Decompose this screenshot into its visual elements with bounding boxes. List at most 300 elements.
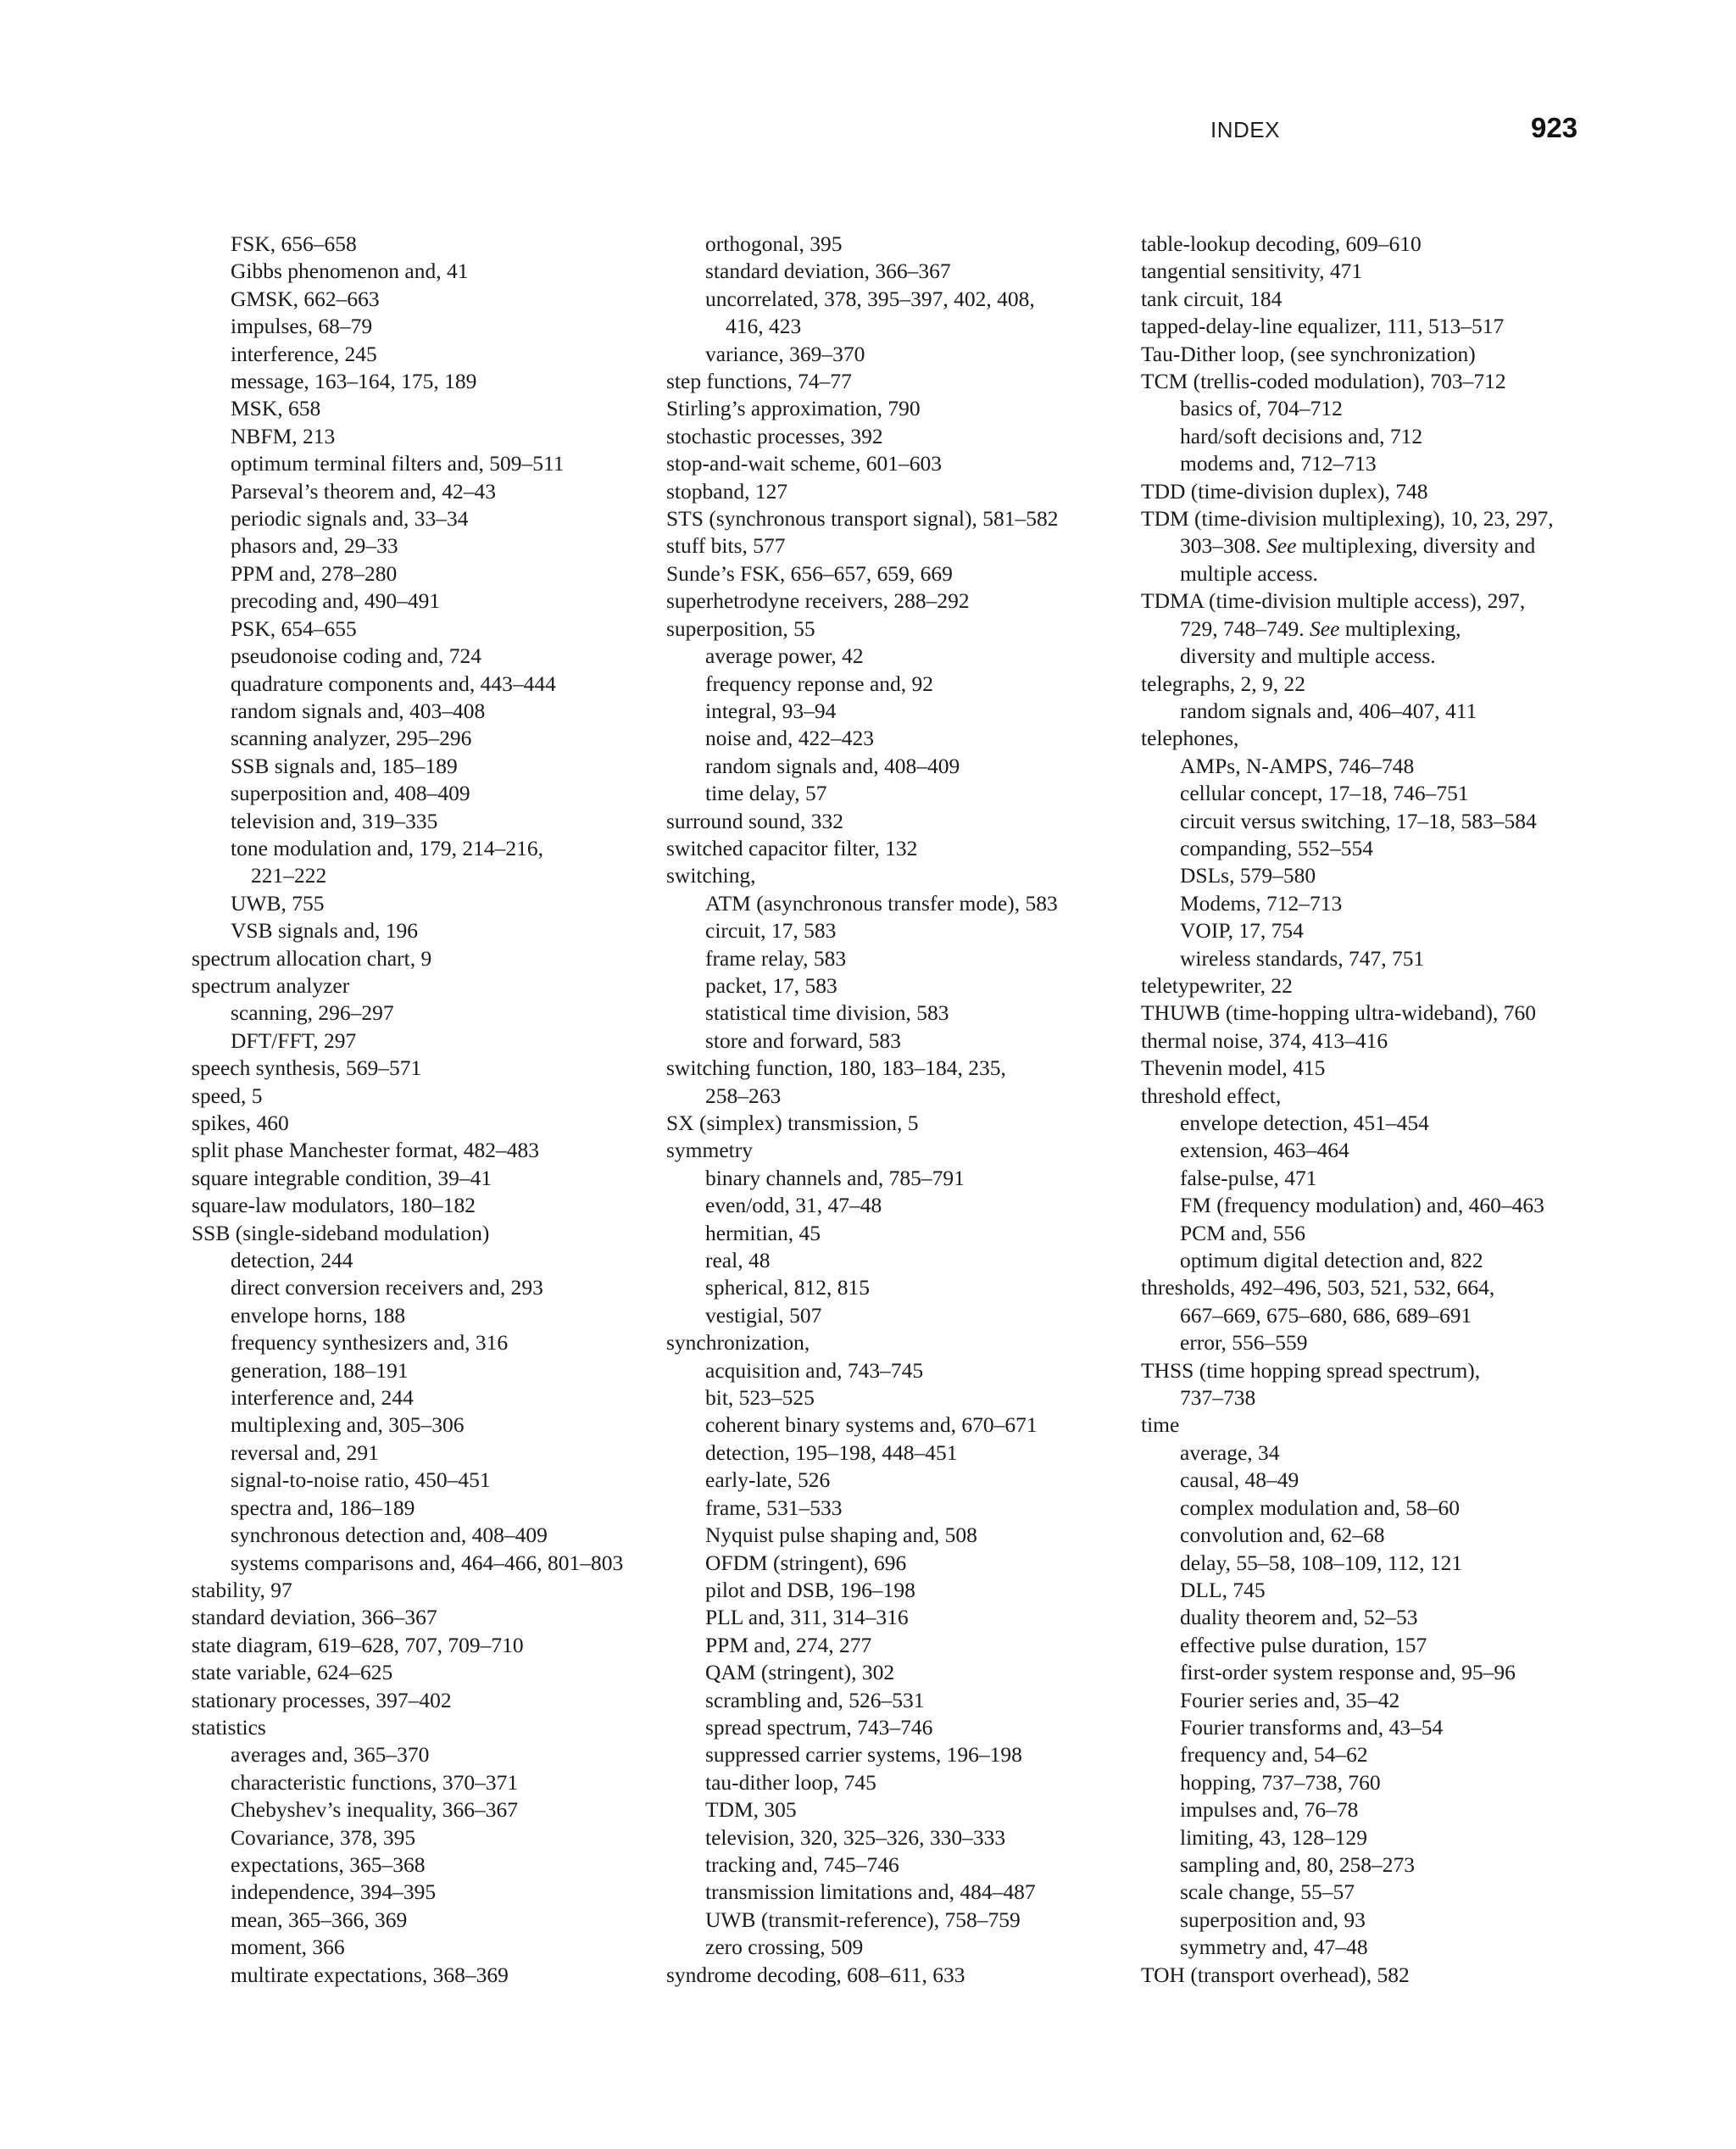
index-subentry bbox=[1141, 1220, 1616, 1247]
index-entry-line: frequency and, 54–62 bbox=[1180, 1742, 1368, 1768]
index-entry-continuation: 303–308. See multiplexing, diversity and bbox=[1180, 533, 1536, 559]
index-entry bbox=[1141, 505, 1616, 587]
index-entry-line: statistics bbox=[192, 1714, 266, 1740]
index-entry-line: STS (synchronous transport signal), 581–582 bbox=[666, 506, 1059, 532]
index-entry-line: switching function, 180, 183–184, 235, bbox=[666, 1055, 1006, 1081]
index-entry-line: orthogonal, 395 bbox=[705, 231, 843, 256]
index-entry-line: statistical time division, 583 bbox=[705, 1000, 949, 1026]
index-subentry bbox=[666, 1411, 1124, 1439]
index-subentry bbox=[1141, 395, 1616, 422]
index-entry-line: SSB signals and, 185–189 bbox=[231, 753, 458, 778]
index-subentry bbox=[192, 1467, 649, 1494]
index-subentry bbox=[1141, 780, 1616, 807]
index-entry bbox=[666, 1055, 1124, 1110]
index-subentry bbox=[1141, 1329, 1616, 1356]
index-entry-line: tangential sensitivity, 471 bbox=[1141, 259, 1363, 284]
index-entry-line: scanning analyzer, 295–296 bbox=[231, 726, 472, 751]
index-entry-line: spread spectrum, 743–746 bbox=[705, 1714, 933, 1740]
index-entry bbox=[666, 808, 1124, 835]
index-entry-continuation: 416, 423 bbox=[726, 314, 802, 339]
index-entry bbox=[1141, 1274, 1616, 1329]
index-subentry bbox=[666, 341, 1124, 368]
index-subentry bbox=[666, 1769, 1124, 1796]
index-subentry bbox=[1141, 862, 1616, 889]
index-entry-line: moment, 366 bbox=[231, 1935, 345, 1960]
index-entry bbox=[666, 1110, 1124, 1137]
index-entry-line: time bbox=[1141, 1412, 1180, 1438]
index-subentry bbox=[192, 753, 649, 780]
index-entry-line: multirate expectations, 368–369 bbox=[231, 1962, 509, 1987]
index-entry-line: variance, 369–370 bbox=[705, 341, 865, 366]
index-entry-line: optimum terminal filters and, 509–511 bbox=[231, 451, 565, 476]
index-subentry bbox=[666, 1824, 1124, 1851]
index-subentry bbox=[1141, 1577, 1616, 1604]
index-entry-line: telegraphs, 2, 9, 22 bbox=[1141, 671, 1306, 696]
index-subentry bbox=[666, 1604, 1124, 1631]
index-entry-line: basics of, 704–712 bbox=[1180, 396, 1343, 421]
index-entry-line: FSK, 656–658 bbox=[231, 231, 357, 256]
index-entry-line: error, 556–559 bbox=[1180, 1330, 1308, 1356]
index-entry-line: thresholds, 492–496, 503, 521, 532, 664, bbox=[1141, 1275, 1495, 1300]
index-entry-line: DFT/FFT, 297 bbox=[231, 1027, 357, 1053]
index-entry-line: threshold effect, bbox=[1141, 1083, 1282, 1108]
index-subentry bbox=[192, 286, 649, 313]
page-header bbox=[0, 112, 1736, 154]
index-entry-line: sampling and, 80, 258–273 bbox=[1180, 1851, 1415, 1877]
index-entry-line: TDM (time-division multiplexing), 10, 23, 297, bbox=[1141, 506, 1554, 532]
index-entry-line: Fourier transforms and, 43–54 bbox=[1180, 1714, 1444, 1740]
index-entry-line: PPM and, 274, 277 bbox=[705, 1632, 872, 1657]
index-subentry bbox=[1141, 890, 1616, 917]
index-subentry bbox=[192, 313, 649, 340]
index-subentry bbox=[192, 1741, 649, 1768]
index-entry-line: zero crossing, 509 bbox=[705, 1935, 864, 1960]
index-subentry bbox=[192, 999, 649, 1027]
index-column-right bbox=[1141, 231, 1616, 1989]
index-subentry bbox=[666, 643, 1124, 670]
index-subentry bbox=[192, 780, 649, 807]
index-entry-line: duality theorem and, 52–53 bbox=[1180, 1605, 1418, 1630]
index-subentry bbox=[192, 1247, 649, 1274]
index-entry bbox=[666, 1137, 1124, 1164]
index-subentry bbox=[192, 835, 649, 890]
index-entry-line: TDMA (time-division multiple access), 297, bbox=[1141, 588, 1526, 614]
index-entry-line: Chebyshev’s inequality, 366–367 bbox=[231, 1797, 519, 1823]
index-subentry bbox=[666, 1274, 1124, 1301]
index-entry-line: teletypewriter, 22 bbox=[1141, 972, 1293, 998]
index-subentry bbox=[666, 698, 1124, 725]
index-subentry bbox=[666, 1522, 1124, 1549]
index-entry bbox=[1141, 725, 1616, 752]
index-entry-line: interference and, 244 bbox=[231, 1385, 414, 1411]
index-entry-line: causal, 48–49 bbox=[1180, 1467, 1299, 1493]
index-entry-line: vestigial, 507 bbox=[705, 1302, 822, 1328]
index-subentry bbox=[192, 1027, 649, 1055]
index-subentry bbox=[666, 1247, 1124, 1274]
index-entry-line: pseudonoise coding and, 724 bbox=[231, 643, 482, 669]
index-column-left bbox=[192, 231, 649, 1989]
index-entry-line: PPM and, 278–280 bbox=[231, 560, 398, 586]
index-entry-line: spectrum analyzer bbox=[192, 972, 350, 998]
index-subentry bbox=[192, 643, 649, 670]
index-subentry bbox=[1141, 835, 1616, 862]
index-subentry bbox=[666, 1357, 1124, 1384]
index-subentry bbox=[1141, 1907, 1616, 1934]
index-entry-line: tapped-delay-line equalizer, 111, 513–517 bbox=[1141, 314, 1505, 339]
index-entry-line: spherical, 812, 815 bbox=[705, 1275, 871, 1300]
index-subentry bbox=[192, 1769, 649, 1796]
index-subentry bbox=[1141, 1796, 1616, 1823]
index-entry-line: tracking and, 745–746 bbox=[705, 1851, 899, 1877]
index-entry-line: television and, 319–335 bbox=[231, 808, 438, 833]
index-entry-line: bit, 523–525 bbox=[705, 1385, 815, 1411]
index-entry-line: effective pulse duration, 157 bbox=[1180, 1632, 1427, 1657]
index-entry-line: synchronous detection and, 408–409 bbox=[231, 1523, 548, 1548]
index-entry-line: switched capacitor filter, 132 bbox=[666, 835, 918, 860]
index-entry bbox=[192, 1220, 649, 1247]
index-entry-line: surround sound, 332 bbox=[666, 808, 843, 833]
index-subentry bbox=[1141, 1851, 1616, 1879]
index-entry-line: hopping, 737–738, 760 bbox=[1180, 1769, 1381, 1795]
index-subentry bbox=[666, 1907, 1124, 1934]
index-entry bbox=[192, 1632, 649, 1659]
index-entry-line: scale change, 55–57 bbox=[1180, 1879, 1355, 1905]
index-entry-line: packet, 17, 583 bbox=[705, 972, 837, 998]
index-subentry bbox=[1141, 1495, 1616, 1522]
index-entry bbox=[1141, 999, 1616, 1027]
index-subentry bbox=[1141, 1550, 1616, 1577]
index-subentry bbox=[192, 890, 649, 917]
index-subentry bbox=[666, 753, 1124, 780]
index-subentry bbox=[192, 1302, 649, 1329]
index-entry bbox=[192, 1714, 649, 1741]
index-subentry bbox=[192, 1796, 649, 1823]
index-entry-line: detection, 244 bbox=[231, 1248, 353, 1273]
index-entry-line: noise and, 422–423 bbox=[705, 726, 875, 751]
index-entry-line: synchronization, bbox=[666, 1330, 810, 1356]
index-subentry bbox=[192, 671, 649, 698]
index-subentry bbox=[192, 587, 649, 615]
index-entry-line: extension, 463–464 bbox=[1180, 1138, 1349, 1163]
index-entry-line: tone modulation and, 179, 214–216, bbox=[231, 835, 544, 860]
index-entry-line: Fourier series and, 35–42 bbox=[1180, 1687, 1400, 1712]
index-subentry bbox=[666, 972, 1124, 999]
index-entry bbox=[1141, 368, 1616, 395]
index-entry-line: TOH (transport overhead), 582 bbox=[1141, 1962, 1410, 1987]
index-entry-continuation: 258–263 bbox=[705, 1083, 782, 1108]
index-subentry bbox=[666, 1659, 1124, 1686]
index-entry-line: THSS (time hopping spread spectrum), bbox=[1141, 1357, 1481, 1383]
index-entry bbox=[1141, 1411, 1616, 1439]
index-entry-line: UWB, 755 bbox=[231, 890, 325, 916]
index-subentry bbox=[1141, 1659, 1616, 1686]
index-entry-line: spikes, 460 bbox=[192, 1111, 289, 1135]
index-entry-line: optimum digital detection and, 822 bbox=[1180, 1248, 1483, 1273]
index-subentry bbox=[666, 999, 1124, 1027]
index-entry-line: frequency reponse and, 92 bbox=[705, 671, 934, 696]
index-subentry bbox=[666, 1934, 1124, 1961]
index-entry-line: frequency synthesizers and, 316 bbox=[231, 1330, 509, 1356]
index-entry-continuation: 221–222 bbox=[251, 863, 327, 888]
index-subentry bbox=[1141, 1192, 1616, 1219]
index-subentry bbox=[666, 1632, 1124, 1659]
index-entry-line: circuit versus switching, 17–18, 583–584 bbox=[1180, 808, 1537, 833]
index-entry-line: switching, bbox=[666, 863, 756, 888]
index-entry bbox=[1141, 1083, 1616, 1110]
index-subentry bbox=[192, 1439, 649, 1467]
index-entry bbox=[192, 972, 649, 999]
index-entry-line: first-order system response and, 95–96 bbox=[1180, 1660, 1516, 1685]
index-subentry bbox=[666, 1220, 1124, 1247]
index-subentry bbox=[192, 1550, 649, 1577]
index-entry bbox=[1141, 1055, 1616, 1082]
index-entry-line: false-pulse, 471 bbox=[1180, 1165, 1317, 1190]
index-subentry bbox=[666, 1550, 1124, 1577]
index-subentry bbox=[666, 1851, 1124, 1879]
index-entry-line: superposition, 55 bbox=[666, 615, 815, 641]
index-column-middle bbox=[666, 231, 1124, 1989]
index-subentry bbox=[1141, 808, 1616, 835]
index-subentry bbox=[666, 890, 1124, 917]
index-subentry bbox=[666, 1495, 1124, 1522]
index-subentry bbox=[1141, 945, 1616, 972]
index-entry-line: random signals and, 406–407, 411 bbox=[1180, 698, 1477, 723]
index-entry-line: symmetry bbox=[666, 1138, 753, 1163]
index-subentry bbox=[192, 1824, 649, 1851]
index-entry bbox=[666, 587, 1124, 615]
index-subentry bbox=[666, 1577, 1124, 1604]
index-entry-line: phasors and, 29–33 bbox=[231, 533, 398, 559]
index-subentry bbox=[192, 1851, 649, 1879]
index-entry bbox=[1141, 587, 1616, 670]
index-subentry bbox=[192, 1495, 649, 1522]
index-subentry bbox=[666, 1741, 1124, 1768]
index-subentry bbox=[1141, 423, 1616, 450]
index-entry-line: stochastic processes, 392 bbox=[666, 423, 883, 448]
index-entry-line: Tau-Dither loop, (see synchronization) bbox=[1141, 341, 1476, 366]
index-subentry bbox=[192, 505, 649, 532]
index-subentry bbox=[192, 258, 649, 285]
index-entry-line: convolution and, 62–68 bbox=[1180, 1523, 1385, 1548]
index-entry-line: Modems, 712–713 bbox=[1180, 890, 1343, 916]
index-subentry bbox=[666, 725, 1124, 752]
index-entry-line: QAM (stringent), 302 bbox=[705, 1660, 895, 1685]
index-entry bbox=[192, 1577, 649, 1604]
index-entry-continuation: 667–669, 675–680, 686, 689–691 bbox=[1180, 1302, 1472, 1328]
index-entry-line: state variable, 624–625 bbox=[192, 1660, 393, 1685]
index-entry-line: scrambling and, 526–531 bbox=[705, 1687, 925, 1712]
index-entry-line: suppressed carrier systems, 196–198 bbox=[705, 1742, 1022, 1768]
index-entry-line: stuff bits, 577 bbox=[666, 533, 786, 559]
index-entry bbox=[666, 615, 1124, 643]
index-subentry bbox=[192, 725, 649, 752]
index-entry-line: TCM (trellis-coded modulation), 703–712 bbox=[1141, 369, 1506, 394]
index-entry bbox=[666, 862, 1124, 889]
index-entry-line: pilot and DSB, 196–198 bbox=[705, 1577, 915, 1602]
index-subentry bbox=[192, 1962, 649, 1989]
index-entry-line: Stirling’s approximation, 790 bbox=[666, 396, 921, 421]
index-entry bbox=[192, 1165, 649, 1192]
index-entry-line: multiplexing and, 305–306 bbox=[231, 1412, 465, 1438]
index-subentry bbox=[192, 1329, 649, 1356]
index-entry-line: telephones, bbox=[1141, 726, 1239, 751]
index-entry-line: envelope horns, 188 bbox=[231, 1302, 406, 1328]
index-entry-line: ATM (asynchronous transfer mode), 583 bbox=[705, 890, 1058, 916]
index-entry-line: GMSK, 662–663 bbox=[231, 286, 380, 311]
index-subentry bbox=[666, 1439, 1124, 1467]
index-entry-line: stationary processes, 397–402 bbox=[192, 1687, 452, 1712]
index-subentry bbox=[1141, 1604, 1616, 1631]
index-entry-continuation: diversity and multiple access. bbox=[1180, 643, 1436, 669]
index-subentry bbox=[192, 560, 649, 587]
index-entry-line: PLL and, 311, 314–316 bbox=[705, 1605, 909, 1630]
index-entry-line: superposition and, 93 bbox=[1180, 1907, 1366, 1932]
index-entry-line: frame relay, 583 bbox=[705, 945, 847, 971]
index-entry bbox=[192, 1604, 649, 1631]
index-subentry bbox=[192, 1879, 649, 1906]
index-entry-line: tank circuit, 184 bbox=[1141, 286, 1283, 311]
index-entry-line: average power, 42 bbox=[705, 643, 864, 669]
index-subentry bbox=[1141, 1439, 1616, 1467]
index-subentry bbox=[1141, 1879, 1616, 1906]
index-entry-line: periodic signals and, 33–34 bbox=[231, 506, 469, 532]
index-entry-line: speech synthesis, 569–571 bbox=[192, 1055, 422, 1081]
index-entry-line: reversal and, 291 bbox=[231, 1439, 379, 1465]
index-entry bbox=[666, 560, 1124, 587]
index-entry-line: NBFM, 213 bbox=[231, 423, 336, 448]
index-entry-line: hermitian, 45 bbox=[705, 1220, 821, 1245]
index-entry-line: VSB signals and, 196 bbox=[231, 918, 419, 944]
index-entry-line: store and forward, 583 bbox=[705, 1027, 901, 1053]
index-subentry bbox=[1141, 1714, 1616, 1741]
index-subentry bbox=[666, 1302, 1124, 1329]
index-entry-line: MSK, 658 bbox=[231, 396, 321, 421]
index-entry-line: table-lookup decoding, 609–610 bbox=[1141, 231, 1422, 256]
index-entry-line: VOIP, 17, 754 bbox=[1180, 918, 1304, 944]
index-subentry bbox=[666, 1879, 1124, 1906]
index-entry-line: early-late, 526 bbox=[705, 1467, 831, 1493]
index-entry-line: tau-dither loop, 745 bbox=[705, 1769, 876, 1795]
index-subentry bbox=[192, 1907, 649, 1934]
index-entry-line: SSB (single-sideband modulation) bbox=[192, 1220, 490, 1245]
index-subentry bbox=[192, 1522, 649, 1549]
index-subentry bbox=[192, 341, 649, 368]
index-entry bbox=[1141, 671, 1616, 698]
index-entry-line: PCM and, 556 bbox=[1180, 1220, 1306, 1245]
index-subentry bbox=[192, 478, 649, 505]
index-subentry bbox=[192, 1384, 649, 1411]
index-entry-line: square integrable condition, 39–41 bbox=[192, 1165, 492, 1190]
index-entry-line: superhetrodyne receivers, 288–292 bbox=[666, 588, 970, 614]
index-entry-line: frame, 531–533 bbox=[705, 1495, 843, 1520]
index-entry-line: random signals and, 403–408 bbox=[231, 698, 486, 723]
index-entry-line: companding, 552–554 bbox=[1180, 835, 1374, 860]
index-entry-line: modems and, 712–713 bbox=[1180, 451, 1377, 476]
index-entry bbox=[1141, 972, 1616, 999]
index-entry-line: AMPs, N-AMPS, 746–748 bbox=[1180, 753, 1415, 778]
index-entry bbox=[192, 1659, 649, 1686]
index-subentry bbox=[666, 1467, 1124, 1494]
index-entry-line: cellular concept, 17–18, 746–751 bbox=[1180, 781, 1469, 806]
index-entry-line: state diagram, 619–628, 707, 709–710 bbox=[192, 1632, 524, 1657]
index-entry-line: Thevenin model, 415 bbox=[1141, 1055, 1326, 1081]
index-entry-line: message, 163–164, 175, 189 bbox=[231, 369, 477, 394]
index-entry-line: expectations, 365–368 bbox=[231, 1851, 426, 1877]
index-subentry bbox=[192, 423, 649, 450]
index-subentry bbox=[666, 945, 1124, 972]
index-entry-line: Sunde’s FSK, 656–657, 659, 669 bbox=[666, 560, 953, 586]
index-entry-line: generation, 188–191 bbox=[231, 1357, 409, 1383]
index-entry bbox=[1141, 478, 1616, 505]
index-entry-line: time delay, 57 bbox=[705, 781, 827, 806]
index-subentry bbox=[192, 450, 649, 477]
index-subentry bbox=[1141, 1741, 1616, 1768]
index-entry-line: transmission limitations and, 484–487 bbox=[705, 1879, 1036, 1905]
index-subentry bbox=[666, 780, 1124, 807]
index-entry-line: syndrome decoding, 608–611, 633 bbox=[666, 1962, 965, 1987]
index-entry-line: standard deviation, 366–367 bbox=[705, 259, 951, 284]
index-entry-line: characteristic functions, 370–371 bbox=[231, 1769, 519, 1795]
index-entry-line: PSK, 654–655 bbox=[231, 615, 357, 641]
index-entry-line: interference, 245 bbox=[231, 341, 377, 366]
index-entry-line: stopband, 127 bbox=[666, 478, 788, 504]
index-entry-line: precoding and, 490–491 bbox=[231, 588, 441, 614]
index-entry-continuation: multiple access. bbox=[1180, 560, 1318, 586]
index-entry bbox=[192, 1192, 649, 1219]
index-entry-line: random signals and, 408–409 bbox=[705, 753, 960, 778]
index-entry-line: detection, 195–198, 448–451 bbox=[705, 1439, 958, 1465]
index-entry-line: step functions, 74–77 bbox=[666, 369, 852, 394]
index-entry-line: even/odd, 31, 47–48 bbox=[705, 1193, 882, 1218]
index-subentry bbox=[666, 1165, 1124, 1192]
index-entry-line: superposition and, 408–409 bbox=[231, 781, 470, 806]
index-subentry bbox=[1141, 917, 1616, 944]
index-entry-continuation: 729, 748–749. See multiplexing, bbox=[1180, 615, 1461, 641]
index-entry-line: independence, 394–395 bbox=[231, 1879, 437, 1905]
index-entry-line: circuit, 17, 583 bbox=[705, 918, 837, 944]
index-entry-line: thermal noise, 374, 413–416 bbox=[1141, 1027, 1388, 1053]
index-entry-line: square-law modulators, 180–182 bbox=[192, 1193, 476, 1218]
index-entry-line: scanning, 296–297 bbox=[231, 1000, 394, 1026]
index-entry-line: DLL, 745 bbox=[1180, 1577, 1266, 1602]
index-subentry bbox=[192, 395, 649, 422]
index-subentry bbox=[666, 671, 1124, 698]
running-head: INDEX bbox=[1210, 117, 1280, 142]
index-subentry bbox=[192, 1357, 649, 1384]
index-entry-line: average, 34 bbox=[1180, 1439, 1280, 1465]
index-subentry bbox=[1141, 1165, 1616, 1192]
index-entry bbox=[1141, 1027, 1616, 1055]
index-subentry bbox=[1141, 1110, 1616, 1137]
index-subentry bbox=[1141, 1137, 1616, 1164]
index-subentry bbox=[192, 698, 649, 725]
index-entry bbox=[666, 532, 1124, 560]
index-entry bbox=[1141, 313, 1616, 340]
index-entry-line: TDM, 305 bbox=[705, 1797, 797, 1823]
index-entry-line: direct conversion receivers and, 293 bbox=[231, 1275, 543, 1300]
index-entry-line: FM (frequency modulation) and, 460–463 bbox=[1180, 1193, 1544, 1218]
index-entry bbox=[666, 1329, 1124, 1356]
index-entry-line: stability, 97 bbox=[192, 1577, 292, 1602]
index-entry bbox=[666, 1962, 1124, 1989]
index-subentry bbox=[1141, 1247, 1616, 1274]
index-subentry bbox=[666, 917, 1124, 944]
index-subentry bbox=[1141, 1934, 1616, 1961]
index-entry bbox=[192, 1687, 649, 1714]
index-subentry bbox=[666, 1714, 1124, 1741]
index-entry bbox=[1141, 258, 1616, 285]
index-entry bbox=[192, 945, 649, 972]
